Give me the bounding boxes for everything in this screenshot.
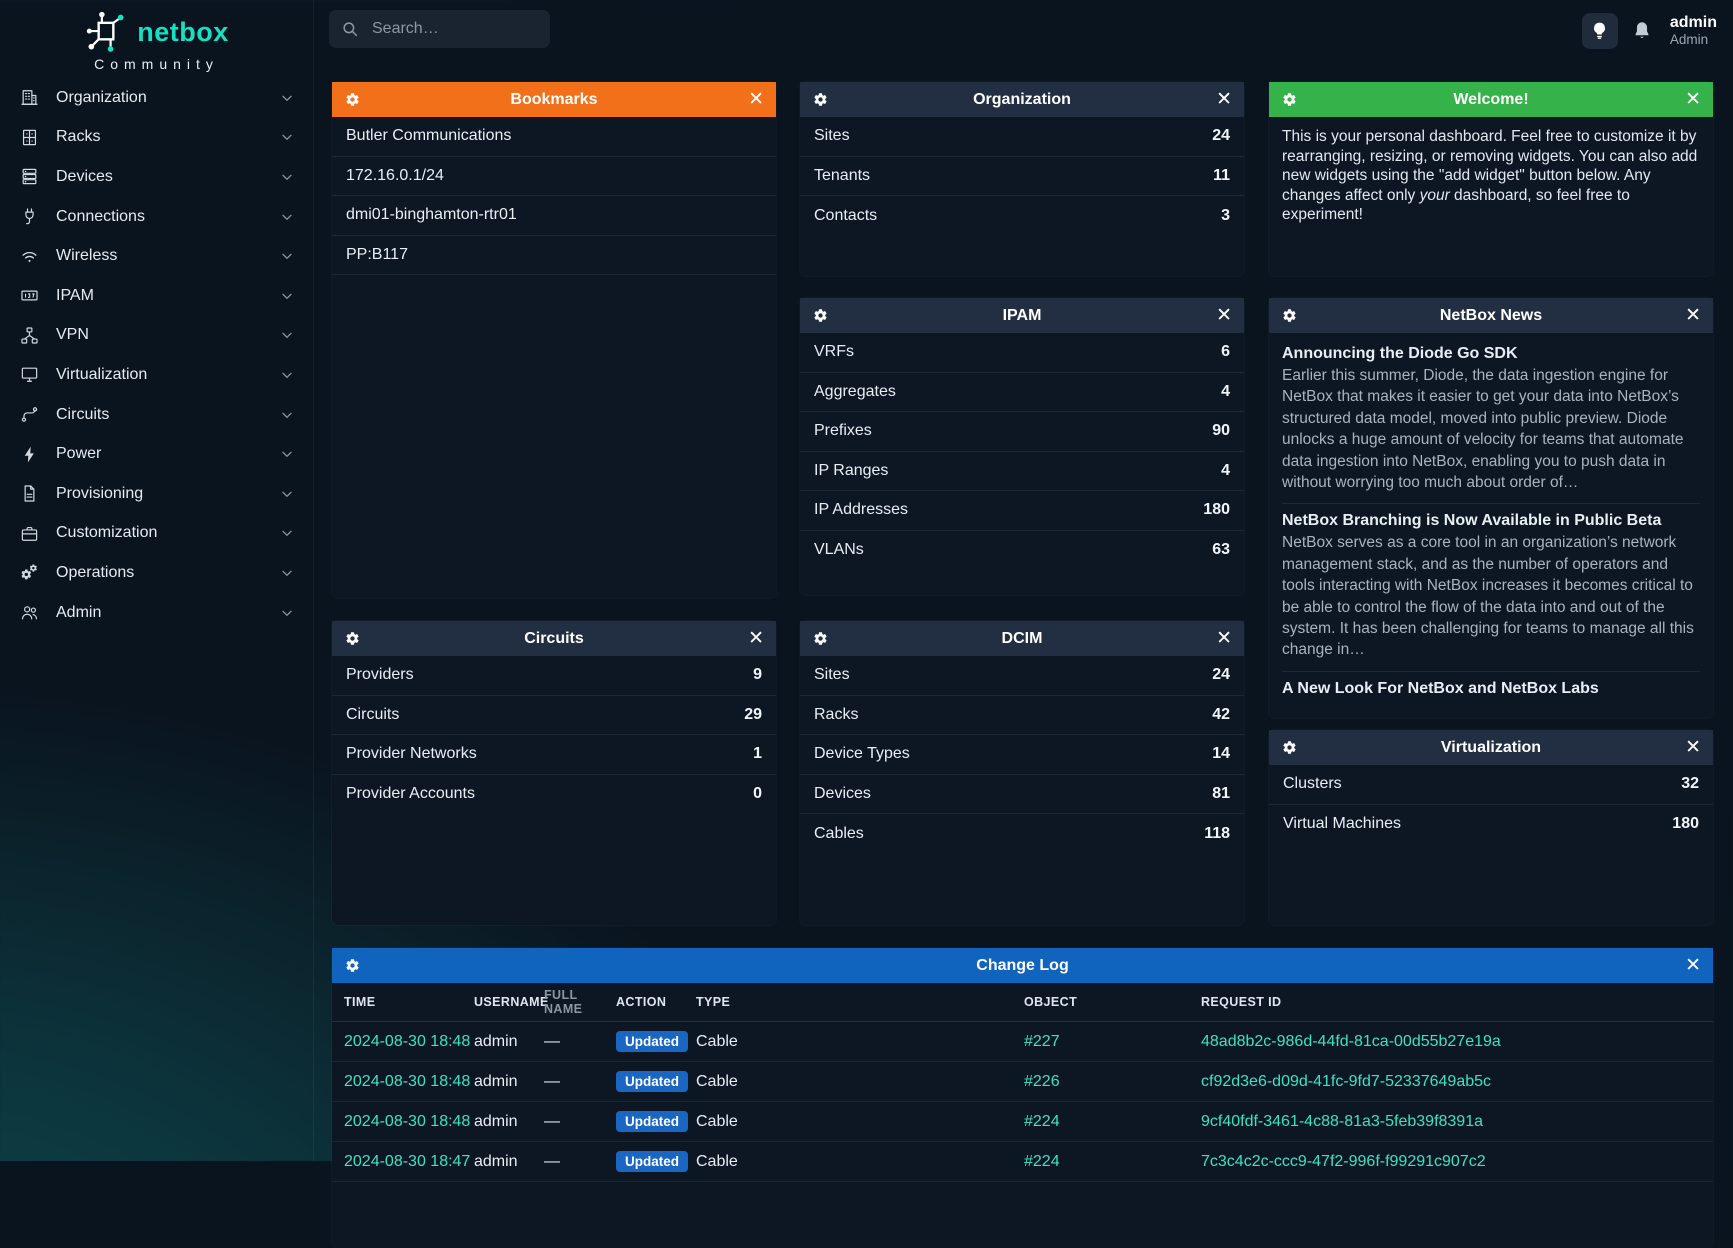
widget-virtualization (1269, 730, 1713, 925)
ipam-row[interactable] (800, 531, 1244, 571)
action-cell (616, 1111, 696, 1133)
virtualization-row[interactable] (1269, 805, 1713, 845)
brand-name: netbox (137, 16, 229, 47)
stat-label: VRFs (814, 343, 854, 361)
full-name-cell: — (544, 1032, 560, 1050)
news-article-title[interactable]: NetBox Branching is Now Available in Public Beta (1282, 512, 1662, 530)
sidebar-item-customization[interactable] (0, 514, 313, 554)
stat-label: Racks (814, 705, 859, 723)
cogs-icon (20, 563, 39, 582)
changelog-row (332, 1142, 1713, 1182)
column-header[interactable]: OBJECT (1024, 995, 1078, 1009)
sidebar-item-connections[interactable] (0, 197, 313, 237)
stat-value: 11 (1213, 166, 1230, 184)
news-article-title[interactable]: A New Look For NetBox and NetBox Labs (1282, 679, 1599, 697)
action-badge: Updated (616, 1151, 688, 1173)
sidebar-menu (0, 78, 313, 632)
stat-label: Tenants (814, 166, 871, 184)
close-icon[interactable]: ✕ (1216, 89, 1232, 110)
stat-value: 63 (1212, 541, 1230, 559)
widget-config-icon[interactable] (813, 631, 828, 646)
stat-label: IP Addresses (814, 501, 908, 519)
widget-netbox-news (1269, 298, 1713, 718)
sidebar-item-label: Provisioning (56, 484, 144, 502)
news-article-body: NetBox serves as a core tool in an organization’s network management stack, and as the number of operators and tools interacting with NetBox increases it becomes critical to be able to control the flow of the data into and out of the system. It has been challenging for teams to manage all this change in… (1282, 534, 1694, 659)
user-role: Admin (1669, 31, 1709, 47)
stat-value: 42 (1212, 705, 1230, 723)
widget-bookmarks (332, 82, 776, 598)
stat-label: Sites (814, 127, 850, 145)
stat-value: 118 (1204, 824, 1230, 842)
wifi-icon (20, 247, 39, 266)
widget-header (800, 82, 1244, 117)
sidebar-item-provisioning[interactable] (0, 474, 313, 514)
sidebar-item-label: Organization (56, 88, 147, 106)
ipam-row[interactable] (800, 373, 1244, 413)
widget-ipam (800, 298, 1244, 595)
sidebar-item-ipam[interactable] (0, 276, 313, 316)
stat-value: 32 (1681, 775, 1699, 793)
sidebar-item-label: Operations (56, 563, 135, 581)
bookmark-link[interactable]: Butler Communications (332, 117, 776, 157)
column-header[interactable]: REQUEST ID (1201, 995, 1282, 1009)
bookmark-link[interactable]: 172.16.0.1/24 (332, 157, 776, 197)
transit-icon (20, 405, 39, 424)
chevron-down-icon (279, 327, 295, 343)
search-icon (341, 20, 359, 38)
column-header[interactable]: USERNAME (474, 995, 549, 1009)
stat-label: Aggregates (814, 382, 896, 400)
changelog-row (332, 1062, 1713, 1102)
chevron-down-icon (279, 288, 295, 304)
full-name-cell: — (544, 1152, 560, 1170)
stat-value: 4 (1221, 461, 1230, 479)
chevron-down-icon (279, 605, 295, 621)
stat-label: Prefixes (814, 422, 872, 440)
organization-row[interactable] (800, 157, 1244, 197)
stat-value: 180 (1203, 501, 1230, 519)
action-cell (616, 1071, 696, 1093)
username-cell: admin (474, 1072, 518, 1090)
type-cell: Cable (696, 1072, 738, 1090)
sidebar-item-label: Circuits (56, 405, 110, 423)
type-cell: Cable (696, 1152, 738, 1170)
stat-value: 24 (1212, 127, 1230, 145)
widget-dcim (800, 621, 1244, 925)
plug-icon (20, 207, 39, 226)
dcim-row[interactable] (800, 656, 1244, 696)
stat-label: Provider Accounts (346, 785, 475, 803)
sidebar-item-power[interactable] (0, 434, 313, 474)
theme-toggle-button[interactable] (1582, 13, 1618, 49)
stat-value: 9 (753, 666, 762, 684)
widget-config-icon[interactable] (345, 631, 360, 646)
column-header[interactable]: TIME (344, 995, 376, 1009)
stat-value: 180 (1672, 815, 1699, 833)
user-name: admin (1669, 13, 1717, 31)
close-icon[interactable]: ✕ (1216, 305, 1232, 326)
time-link[interactable]: 2024-08-30 18:48 (344, 1112, 471, 1130)
bookmark-link[interactable]: dmi01-binghamton-rtr01 (332, 196, 776, 236)
brand-subtitle: Community (94, 56, 219, 72)
stat-label: Contacts (814, 206, 878, 224)
document-icon (20, 484, 39, 503)
widget-title: IPAM (1002, 306, 1042, 324)
close-icon[interactable]: ✕ (1685, 955, 1701, 976)
virtualization-row[interactable] (1269, 765, 1713, 805)
sidebar-item-virtualization[interactable] (0, 355, 313, 395)
widget-config-icon[interactable] (1282, 308, 1297, 323)
dashboard-content (313, 61, 1733, 1170)
widget-config-icon[interactable] (813, 92, 828, 107)
counter-icon (20, 286, 39, 305)
brand[interactable] (0, 10, 313, 72)
full-name-cell: — (544, 1112, 560, 1130)
widget-config-icon[interactable] (1282, 92, 1297, 107)
stat-label: Virtual Machines (1283, 815, 1401, 833)
sidebar-item-label: Connections (56, 207, 145, 225)
stat-label: Providers (346, 666, 414, 684)
sidebar-item-operations[interactable] (0, 553, 313, 593)
close-icon[interactable]: ✕ (1216, 628, 1232, 649)
stat-label: Devices (814, 784, 871, 802)
username-cell: admin (474, 1152, 518, 1170)
sidebar-item-label: Virtualization (56, 365, 148, 383)
chevron-down-icon (279, 486, 295, 502)
search-box[interactable] (329, 10, 550, 48)
server-icon (20, 167, 39, 186)
widget-welcome (1269, 82, 1713, 276)
request-id-link[interactable]: 7c3c4c2c-ccc9-47f2-996f-f99291c907c2 (1201, 1152, 1486, 1170)
sidebar-item-label: Wireless (56, 247, 118, 265)
full-name-cell: — (544, 1072, 560, 1090)
action-cell (616, 1151, 696, 1173)
sidebar-item-devices[interactable] (0, 157, 313, 197)
stat-value: 14 (1212, 745, 1230, 763)
users-icon (20, 603, 39, 622)
sidebar-item-label: VPN (56, 326, 89, 344)
time-link[interactable]: 2024-08-30 18:48 (344, 1072, 471, 1090)
sidebar-item-label: IPAM (56, 286, 94, 304)
news-article (1282, 337, 1700, 504)
circuits-row[interactable] (332, 775, 776, 815)
close-icon[interactable]: ✕ (748, 628, 764, 649)
organization-row[interactable] (800, 196, 1244, 236)
dcim-row[interactable] (800, 735, 1244, 775)
widget-config-icon[interactable] (1282, 740, 1297, 755)
widget-title: Welcome! (1453, 90, 1529, 108)
action-badge: Updated (616, 1071, 688, 1093)
widget-header (332, 948, 1713, 983)
close-icon[interactable]: ✕ (1685, 89, 1701, 110)
time-link[interactable]: 2024-08-30 18:48 (344, 1032, 471, 1050)
monitor-icon (20, 365, 39, 384)
widget-title: Change Log (976, 956, 1069, 974)
news-article (1282, 504, 1700, 671)
search-input[interactable] (370, 19, 538, 39)
circuits-row[interactable] (332, 656, 776, 696)
news-article-body: Earlier this summer, Diode, the data ingestion engine for NetBox that makes it easier to get your data into NetBox’s structured data model, moved into public preview. Diode unlocks a huge amount of velocity for teams that automate data ingestion into NetBox, enabling you to push data in without worrying too much about order of… (1282, 367, 1684, 492)
username-cell: admin (474, 1112, 518, 1130)
chevron-down-icon (279, 90, 295, 106)
news-article-title[interactable]: Announcing the Diode Go SDK (1282, 345, 1518, 362)
sidebar-item-label: Devices (56, 167, 113, 185)
topbar (313, 0, 1733, 61)
time-link[interactable]: 2024-08-30 18:47 (344, 1152, 471, 1170)
stat-label: Provider Networks (346, 745, 477, 763)
column-header[interactable]: FULL NAME (544, 988, 583, 1016)
stat-label: Sites (814, 666, 850, 684)
chevron-down-icon (279, 446, 295, 462)
organization-row[interactable] (800, 117, 1244, 157)
ipam-row[interactable] (800, 412, 1244, 452)
news-article (1282, 672, 1700, 710)
widget-title: DCIM (1001, 629, 1043, 647)
widget-change-log (332, 948, 1713, 1248)
chevron-down-icon (279, 129, 295, 145)
dcim-row[interactable] (800, 696, 1244, 736)
request-id-link[interactable]: 48ad8b2c-986d-44fd-81ca-00d55b27e19a (1201, 1032, 1501, 1050)
stat-value: 29 (744, 705, 762, 723)
stat-label: Clusters (1283, 775, 1342, 793)
ipam-row[interactable] (800, 452, 1244, 492)
stat-label: Cables (814, 824, 864, 842)
netbox-logo-icon (84, 10, 128, 54)
building-icon (20, 88, 39, 107)
sidebar-item-vpn[interactable] (0, 316, 313, 356)
widget-header (800, 298, 1244, 333)
sidebar-item-circuits[interactable] (0, 395, 313, 435)
stat-label: Circuits (346, 705, 400, 723)
type-cell: Cable (696, 1112, 738, 1130)
chevron-down-icon (279, 407, 295, 423)
object-link[interactable]: #224 (1024, 1112, 1060, 1130)
chevron-down-icon (279, 248, 295, 264)
dcim-row[interactable] (800, 775, 1244, 815)
chevron-down-icon (279, 565, 295, 581)
chevron-down-icon (279, 169, 295, 185)
action-badge: Updated (616, 1111, 688, 1133)
type-cell: Cable (696, 1032, 738, 1050)
chevron-down-icon (279, 367, 295, 383)
action-badge: Updated (616, 1031, 688, 1053)
sidebar-item-admin[interactable] (0, 593, 313, 633)
widget-title: Virtualization (1440, 738, 1542, 756)
widget-header (1269, 82, 1713, 117)
ipam-row[interactable] (800, 491, 1244, 531)
widget-title: Organization (973, 90, 1071, 108)
bolt-icon (20, 445, 39, 464)
bell-icon[interactable] (1631, 20, 1653, 42)
chevron-down-icon (279, 209, 295, 225)
changelog-header-row (332, 983, 1713, 1022)
request-id-link[interactable]: 9cf40fdf-3461-4c88-81a3-5feb39f8391a (1201, 1112, 1483, 1130)
sidebar-item-label: Power (56, 445, 102, 463)
graph-icon (20, 326, 39, 345)
request-id-link[interactable]: cf92d3e6-d09d-41fc-9fd7-52337649ab5c (1201, 1072, 1492, 1090)
stat-value: 90 (1212, 422, 1230, 440)
widget-organization (800, 82, 1244, 276)
stat-label: Device Types (814, 745, 910, 763)
user-menu[interactable] (1670, 14, 1717, 48)
stat-value: 0 (753, 785, 762, 803)
sidebar-item-wireless[interactable] (0, 236, 313, 276)
widget-title: NetBox News (1439, 306, 1543, 324)
sidebar-item-label: Racks (56, 128, 101, 146)
stat-label: VLANs (814, 541, 864, 559)
dcim-row[interactable] (800, 814, 1244, 854)
topbar-actions (1582, 0, 1717, 61)
widget-header (1269, 298, 1713, 333)
stat-value: 1 (753, 745, 762, 763)
stat-value: 4 (1221, 382, 1230, 400)
widget-header (332, 82, 776, 117)
lightbulb-icon (1590, 21, 1609, 40)
object-link[interactable]: #226 (1024, 1072, 1060, 1090)
object-link[interactable]: #224 (1024, 1152, 1060, 1170)
column-header[interactable]: TYPE (696, 995, 731, 1009)
column-header[interactable]: ACTION (616, 995, 667, 1009)
stat-value: 3 (1221, 206, 1230, 224)
welcome-text: This is your personal dashboard. Feel free to customize it by rearranging, resizing, or removing widgets. You can also add new widgets using the "add widget" button below. Any changes affect only your dashboard, so feel free to experiment! (1282, 128, 1698, 224)
stat-label: IP Ranges (814, 461, 889, 479)
changelog-row (332, 1102, 1713, 1142)
ipam-row[interactable] (800, 333, 1244, 373)
sidebar-item-racks[interactable] (0, 118, 313, 158)
changelog-row (332, 1022, 1713, 1062)
widget-title: Circuits (524, 629, 584, 647)
widget-header (332, 621, 776, 656)
action-cell (616, 1031, 696, 1053)
rack-icon (20, 128, 39, 147)
widget-header (800, 621, 1244, 656)
sidebar-item-label: Admin (56, 603, 102, 621)
stat-value: 81 (1212, 784, 1230, 802)
widget-circuits (332, 621, 776, 925)
circuits-row[interactable] (332, 735, 776, 775)
widget-config-icon[interactable] (813, 308, 828, 323)
sidebar-item-label: Customization (56, 524, 158, 542)
stat-value: 6 (1221, 343, 1230, 361)
widget-title: Bookmarks (510, 90, 598, 108)
object-link[interactable]: #227 (1024, 1032, 1060, 1050)
chevron-down-icon (279, 525, 295, 541)
sidebar (0, 0, 314, 1161)
close-icon[interactable]: ✕ (1685, 737, 1701, 758)
widget-header (1269, 730, 1713, 765)
close-icon[interactable]: ✕ (1685, 305, 1701, 326)
widget-config-icon[interactable] (345, 92, 360, 107)
circuits-row[interactable] (332, 696, 776, 736)
close-icon[interactable]: ✕ (748, 89, 764, 110)
bookmark-link[interactable]: PP:B117 (332, 236, 776, 276)
briefcase-icon (20, 524, 39, 543)
widget-config-icon[interactable] (345, 958, 360, 973)
sidebar-item-organization[interactable] (0, 78, 313, 118)
stat-value: 24 (1212, 666, 1230, 684)
username-cell: admin (474, 1032, 518, 1050)
